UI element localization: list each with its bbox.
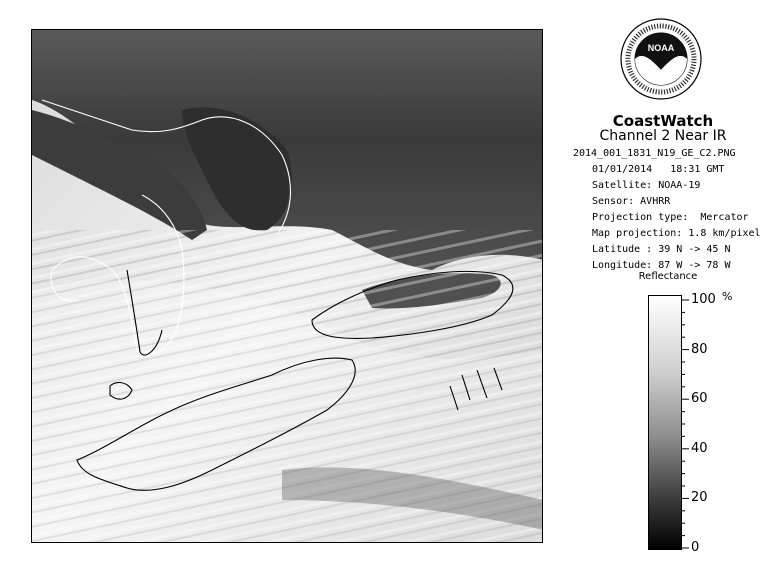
noaa-logo [620,18,702,100]
legend-tick-label: 40 [691,440,708,456]
latitude-text: Latitude : 39 N -> 45 N [592,244,731,255]
satellite-text: Satellite: NOAA-19 [592,180,701,191]
legend-unit: % [722,290,733,303]
projection-type-text: Projection type: Mercator [592,212,749,223]
legend-colorbar [648,295,682,550]
legend-tick-label: 0 [691,540,700,555]
channel-title: Channel 2 Near IR [599,128,727,144]
brand-title: CoastWatch [612,112,714,130]
legend-title: Reflectance [638,271,698,282]
legend-tick-marks [681,290,751,555]
legend-tick-label: 60 [691,391,708,407]
map-projection-text: Map projection: 1.8 km/pixel [592,228,761,239]
filename-text: 2014_001_1831_N19_GE_C2.PNG [573,148,736,159]
longitude-text: Longitude: 87 W -> 78 W [592,260,731,271]
satellite-image [31,29,543,543]
legend-tick-label: 100 [691,292,716,307]
satellite-image-svg [32,30,543,543]
legend-tick-label: 80 [691,341,708,357]
sensor-text: Sensor: AVHRR [592,196,671,207]
datetime-text: 01/01/2014 18:31 GMT [592,164,725,175]
legend-tick-label: 20 [691,490,708,506]
legend-ticks [681,290,751,555]
logo-text: NOAA [647,43,675,53]
